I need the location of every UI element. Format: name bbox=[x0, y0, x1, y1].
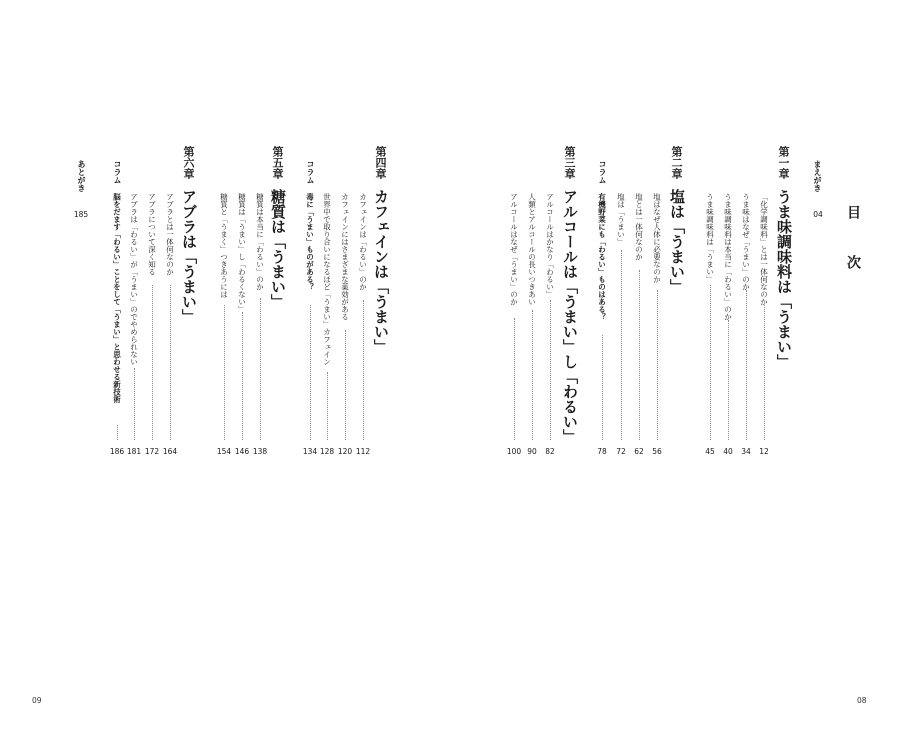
ch3-item-3-page: 100 bbox=[506, 447, 522, 456]
ch6-item-2: アブラについて深く知る bbox=[147, 193, 157, 276]
chapter-2-number: 第二章 bbox=[670, 146, 683, 179]
chapter-6-title: アブラは「うまい」 bbox=[180, 189, 198, 324]
ch6-column-text: 脳をだます「わるい」ことをして「うまい」と思わせる新技術 bbox=[112, 193, 122, 403]
ch5-item-3-page: 154 bbox=[216, 447, 232, 456]
ch4-item-1-page: 112 bbox=[355, 447, 371, 456]
ch1-item-3-page: 40 bbox=[723, 447, 733, 456]
atogaki-label: あとがき bbox=[77, 160, 86, 192]
ch4-item-2-page: 120 bbox=[337, 447, 353, 456]
chapter-1-title: うま味調味料は「うまい」 bbox=[775, 189, 793, 369]
chapter-5-number: 第五章 bbox=[271, 146, 284, 179]
atogaki-page: 185 bbox=[73, 210, 89, 219]
ch1-item-2: うま味はなぜ「うまい」のか bbox=[741, 193, 751, 291]
ch2-item-3: 塩は「うまい」 bbox=[616, 193, 626, 246]
ch2-item-3-page: 72 bbox=[616, 447, 626, 456]
ch3-item-2-page: 90 bbox=[527, 447, 537, 456]
page-number-left: 09 bbox=[32, 696, 42, 705]
chapter-4-title: カフェインは「うまい」 bbox=[372, 189, 390, 354]
ch1-item-1-page: 12 bbox=[759, 447, 769, 456]
ch6-item-2-page: 172 bbox=[144, 447, 160, 456]
ch4-column-label: コラム bbox=[306, 160, 315, 184]
ch5-item-2-page: 146 bbox=[234, 447, 250, 456]
ch6-item-1-page: 164 bbox=[162, 447, 178, 456]
toc-title: 目 次 bbox=[845, 205, 861, 279]
ch4-item-3: 世界中で取り合いになるほど「うまい」カフェイン bbox=[322, 193, 332, 366]
ch5-item-1: 糖質は本当に「わるい」のか bbox=[255, 193, 265, 291]
chapter-1-number: 第一章 bbox=[777, 146, 790, 179]
ch2-column-label: コラム bbox=[598, 160, 607, 184]
ch1-item-3: うま味調味料は本当に「わるい」のか bbox=[723, 193, 733, 321]
ch2-item-1-page: 56 bbox=[652, 447, 662, 456]
chapter-3-number: 第三章 bbox=[563, 146, 576, 179]
ch3-item-1: アルコールはかなり「わるい」 bbox=[545, 193, 555, 298]
ch2-item-1: 塩はなぜ人体に必要なのか bbox=[652, 193, 662, 283]
ch6-item-3-page: 181 bbox=[126, 447, 142, 456]
maegaki-page: 04 bbox=[813, 210, 823, 219]
ch1-item-4: うま味調味料は「うまい」 bbox=[705, 193, 715, 283]
ch6-column-label: コラム bbox=[113, 160, 122, 184]
ch1-item-4-page: 45 bbox=[705, 447, 715, 456]
chapter-2-title: 塩は「うまい」 bbox=[668, 189, 686, 294]
ch4-item-3-page: 128 bbox=[319, 447, 335, 456]
ch3-item-3: アルコールはなぜ「うまい」のか bbox=[509, 193, 519, 306]
chapter-3-title: アルコールは「うまい」し「わるい」 bbox=[561, 189, 579, 444]
chapter-6-number: 第六章 bbox=[182, 146, 195, 179]
ch5-item-1-page: 138 bbox=[252, 447, 268, 456]
ch2-column-text: 有機野菜にも「わるい」ものはある？ bbox=[597, 193, 607, 321]
ch6-item-1: アブラとは一体何なのか bbox=[165, 193, 175, 276]
ch5-item-3: 糖質と「うまく」つきあうには bbox=[219, 193, 229, 298]
ch3-item-2: 人類とアルコールの長いつきあい bbox=[527, 193, 537, 306]
chapter-5-title: 糖質は「うまい」 bbox=[269, 189, 287, 309]
maegaki-label: まえがき bbox=[813, 160, 822, 192]
ch6-column-page: 186 bbox=[109, 447, 125, 456]
ch4-column-text: 毒に「うまい」ものがある？ bbox=[305, 193, 315, 291]
ch1-item-2-page: 34 bbox=[741, 447, 751, 456]
ch3-item-1-page: 82 bbox=[545, 447, 555, 456]
ch6-item-3: アブラは「わるい」が「うまい」のでやめられない bbox=[129, 193, 139, 366]
chapter-4-number: 第四章 bbox=[374, 146, 387, 179]
ch2-item-2-page: 62 bbox=[634, 447, 644, 456]
ch4-item-1: カフェインは「わるい」のか bbox=[358, 193, 368, 291]
ch1-item-1: 「化学調味料」とは一体何なのか bbox=[759, 193, 769, 306]
page-number-right: 08 bbox=[857, 696, 867, 705]
ch2-item-2: 塩とは一体何なのか bbox=[634, 193, 644, 261]
ch5-item-2: 糖質は「うまい」し「わるくない」 bbox=[237, 193, 247, 313]
ch2-column-page: 78 bbox=[597, 447, 607, 456]
ch4-item-2: カフェインにはさまざまな薬効がある bbox=[340, 193, 350, 321]
ch4-column-page: 134 bbox=[302, 447, 318, 456]
